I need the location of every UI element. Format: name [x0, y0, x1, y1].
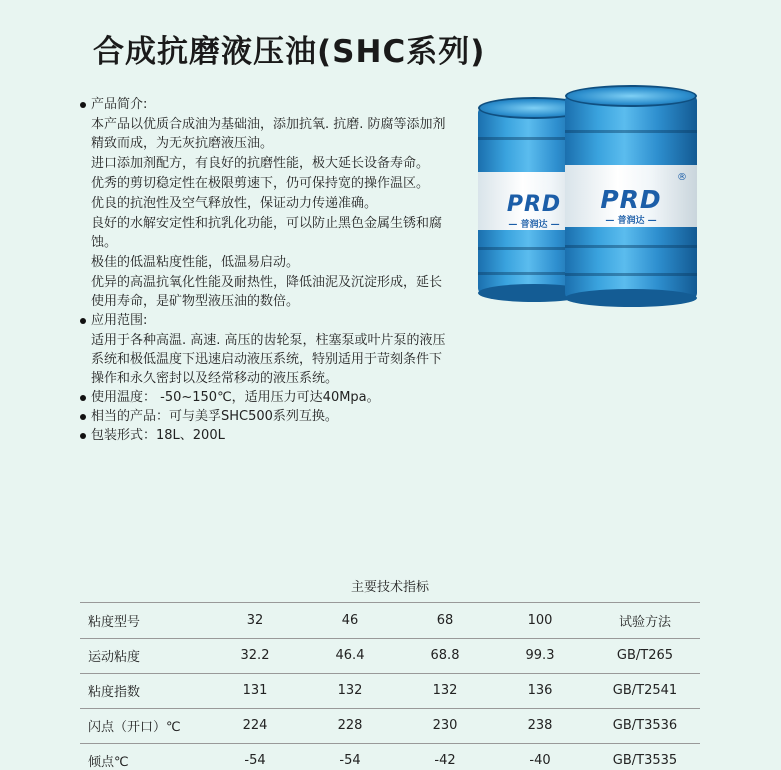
- intro-paragraph: 良好的水解安定性和抗乳化功能，可以防止黑色金属生锈和腐蚀。: [91, 216, 443, 250]
- bullet-dot-icon: [80, 395, 86, 401]
- table-cell: 131: [210, 673, 300, 708]
- table-cell: GB/T2541: [590, 673, 700, 708]
- temperature-bullet: [80, 388, 450, 407]
- barrel-logo-sub: — 普润达 —: [605, 216, 657, 226]
- bullet-dot-icon: [80, 318, 86, 324]
- table-cell: 68.8: [400, 638, 490, 673]
- intro-paragraph: 进口添加剂配方，有良好的抗磨性能，极大延长设备寿命。: [91, 156, 430, 171]
- table-cell: 230: [400, 708, 490, 743]
- bullet-dot-icon: [80, 433, 86, 439]
- barrel-logo: PRD: [506, 192, 562, 217]
- application-heading-bullet: [80, 311, 450, 330]
- table-cell: 238: [490, 708, 590, 743]
- table-cell: GB/T3536: [590, 708, 700, 743]
- table-cell: GB/T3535: [590, 743, 700, 770]
- table-row: [80, 708, 700, 743]
- table-cell: 99.3: [490, 638, 590, 673]
- table-cell: GB/T265: [590, 638, 700, 673]
- header-cell: 100: [490, 603, 590, 638]
- table-cell: 136: [490, 673, 590, 708]
- intro-heading: 产品简介:: [91, 97, 148, 112]
- table-caption: 主要技术指标: [80, 573, 700, 603]
- table-cell: -54: [300, 743, 400, 770]
- table-cell: 132: [400, 673, 490, 708]
- table-row: [80, 743, 700, 770]
- equivalent-bullet: [80, 407, 450, 426]
- header-cell: 32: [210, 603, 300, 638]
- intro-heading-bullet: [80, 95, 450, 114]
- intro-paragraph: 极佳的低温粘度性能，低温易启动。: [91, 255, 300, 270]
- table-cell: 倾点℃: [80, 743, 210, 770]
- packaging-text: 包装形式：18L、200L: [91, 428, 225, 443]
- page-title: 合成抗磨液压油(SHC系列): [93, 34, 486, 70]
- oil-barrel-front: [565, 85, 697, 307]
- table-cell: 132: [300, 673, 400, 708]
- bullet-dot-icon: [80, 102, 86, 108]
- temperature-text: 使用温度： -50~150℃，适用压力可达40Mpa。: [91, 390, 380, 405]
- header-cell: 46: [300, 603, 400, 638]
- intro-paragraph: 本产品以优质合成油为基础油，添加抗氧. 抗磨. 防腐等添加剂精致而成，为无灰抗磨液压油。: [91, 117, 446, 151]
- table-cell: 闪点（开口）℃: [80, 708, 210, 743]
- barrel-logo-sub: — 普润达 —: [508, 220, 560, 230]
- table-cell: 46.4: [300, 638, 400, 673]
- header-cell: 试验方法: [590, 603, 700, 638]
- table-cell: -40: [490, 743, 590, 770]
- oil-barrels-image: [470, 85, 710, 310]
- spec-table: [80, 573, 700, 770]
- barrel-logo: PRD: [600, 185, 662, 214]
- intro-paragraph: 优秀的剪切稳定性在极限剪速下，仍可保持宽的操作温区。: [91, 176, 430, 191]
- registered-mark: ®: [677, 172, 687, 183]
- table-cell: 228: [300, 708, 400, 743]
- table-cell: 32.2: [210, 638, 300, 673]
- table-row: [80, 638, 700, 673]
- header-cell: 粘度型号: [80, 603, 210, 638]
- table-cell: 224: [210, 708, 300, 743]
- table-cell: 运动粘度: [80, 638, 210, 673]
- bullet-dot-icon: [80, 414, 86, 420]
- table-row: [80, 673, 700, 708]
- intro-paragraph: 优异的高温抗氧化性能及耐热性，降低油泥及沉淀形成，延长使用寿命，是矿物型液压油的数倍。: [91, 275, 443, 309]
- table-cell: -54: [210, 743, 300, 770]
- table-header-row: [80, 603, 700, 638]
- equivalent-text: 相当的产品：可与美孚SHC500系列互换。: [91, 409, 338, 424]
- application-heading: 应用范围:: [91, 313, 148, 328]
- header-cell: 68: [400, 603, 490, 638]
- product-description: [80, 95, 450, 445]
- intro-paragraph: 优良的抗泡性及空气释放性，保证动力传递准确。: [91, 196, 378, 211]
- application-text: 适用于各种高温. 高速. 高压的齿轮泵，柱塞泵或叶片泵的液压系统和极低温度下迅速启动液压系统，特别适用于苛刻条件下操作和永久密封以及经常移动的液压系统。: [91, 333, 446, 386]
- table-cell: -42: [400, 743, 490, 770]
- table-cell: 粘度指数: [80, 673, 210, 708]
- packaging-bullet: [80, 426, 450, 445]
